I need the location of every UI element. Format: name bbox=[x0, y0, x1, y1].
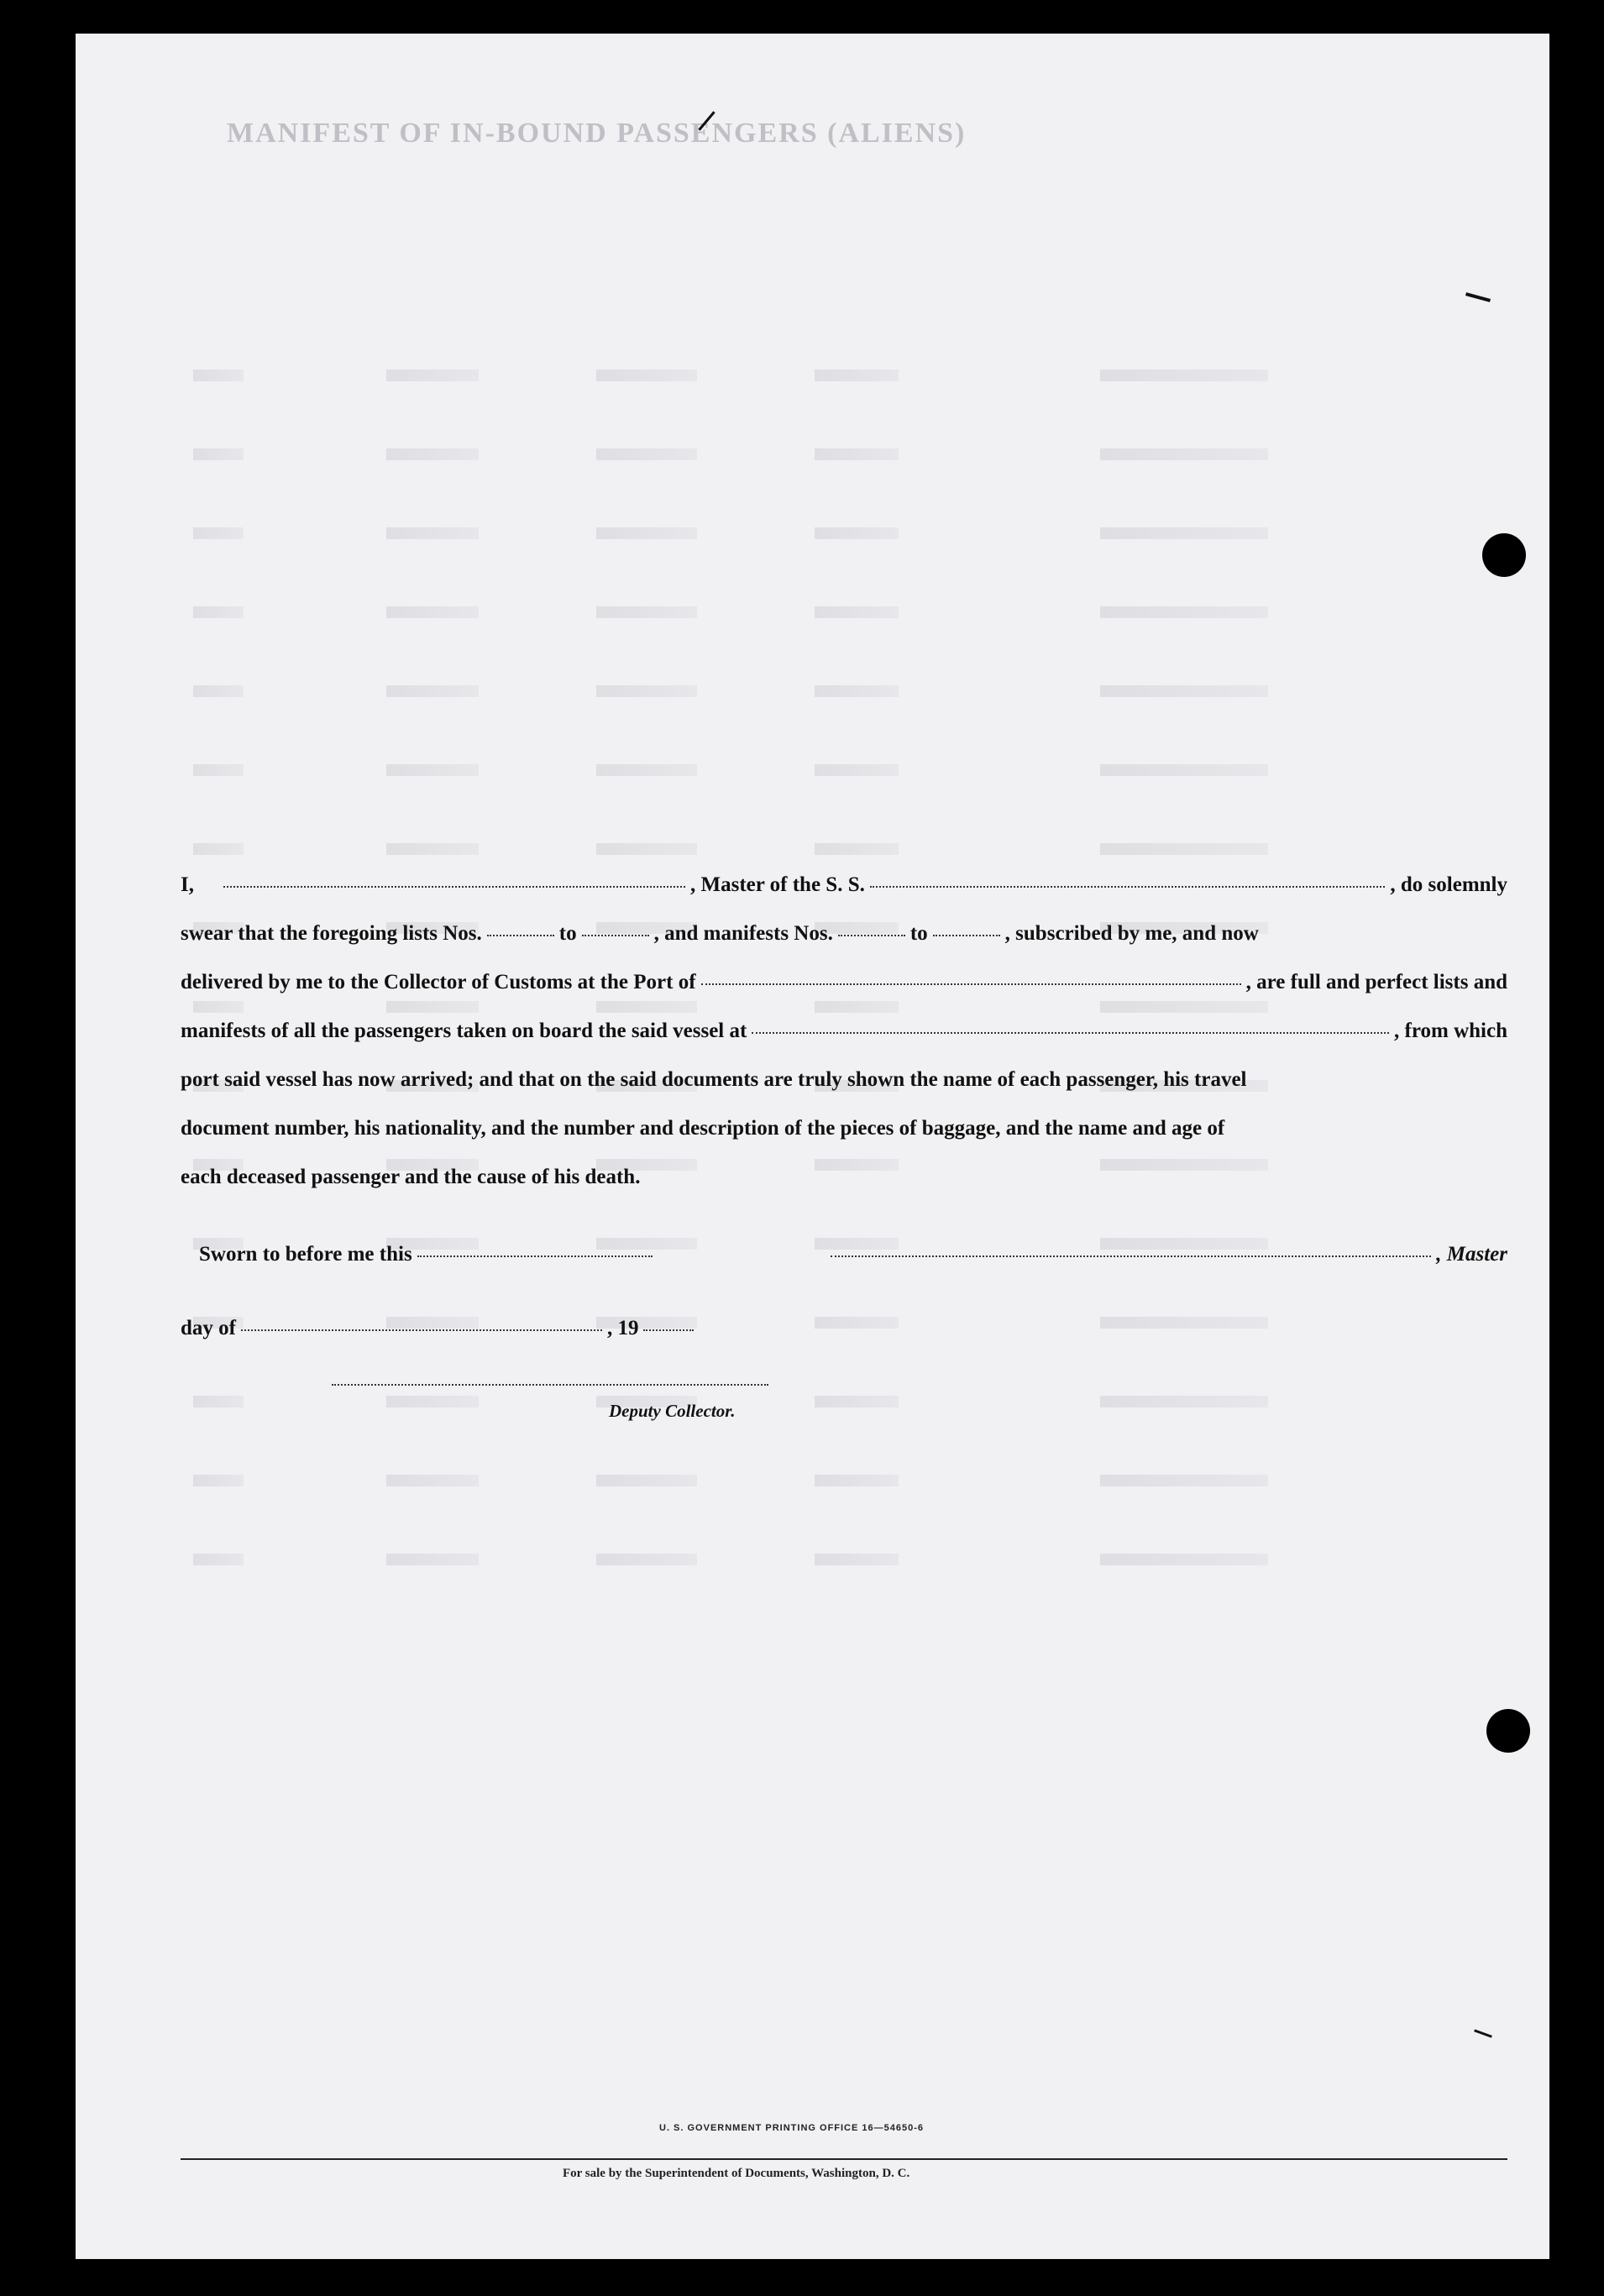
punch-hole-icon bbox=[1486, 1709, 1530, 1753]
bleed-through-mark bbox=[815, 1317, 899, 1329]
sworn-date-field[interactable] bbox=[417, 1255, 653, 1257]
bleed-through-mark bbox=[815, 606, 899, 618]
oath-text: delivered by me to the Collector of Customs at the Port of bbox=[181, 971, 696, 993]
oath-text: , Master of the S. S. bbox=[690, 873, 865, 896]
for-sale-note: For sale by the Superintendent of Documents, Washington, D. C. bbox=[563, 2167, 910, 2180]
deputy-signature-field[interactable] bbox=[332, 1384, 768, 1386]
bleed-through-mark bbox=[815, 1475, 899, 1486]
master-name-field[interactable] bbox=[223, 885, 685, 888]
oath-line-4 bbox=[181, 1020, 1507, 1043]
master-signature-field[interactable] bbox=[831, 1255, 1432, 1257]
bleed-through-mark bbox=[1100, 685, 1268, 697]
oath-line-2 bbox=[181, 922, 1507, 946]
stray-mark bbox=[1465, 292, 1491, 302]
oath-line-6 bbox=[181, 1117, 1507, 1140]
bleed-through-mark bbox=[596, 1001, 697, 1013]
year-label: , 19 bbox=[606, 1317, 639, 1339]
printing-office-note: U. S. GOVERNMENT PRINTING OFFICE 16—54650-6 bbox=[659, 2123, 925, 2133]
bleed-through-mark bbox=[596, 1475, 697, 1486]
oath-text: to bbox=[558, 922, 577, 945]
bleed-through-mark bbox=[193, 1475, 244, 1486]
stray-mark bbox=[1474, 2029, 1492, 2037]
bleed-through-mark bbox=[596, 764, 697, 776]
bleed-through-mark bbox=[386, 606, 479, 618]
oath-text: each deceased passenger and the cause of his death. bbox=[181, 1166, 641, 1188]
oath-text: manifests of all the passengers taken on board the said vessel at bbox=[181, 1020, 747, 1042]
manifest-no-from-field[interactable] bbox=[838, 934, 905, 936]
bleed-through-mark bbox=[386, 1475, 479, 1486]
manifest-page bbox=[76, 34, 1549, 2259]
punch-hole-icon bbox=[1482, 533, 1526, 577]
bleed-through-mark bbox=[596, 370, 697, 381]
oath-text: , subscribed by me, and now bbox=[1004, 922, 1259, 945]
bleed-through-mark bbox=[1100, 1396, 1268, 1407]
manifest-no-to-field[interactable] bbox=[933, 934, 1000, 936]
bleed-through-mark bbox=[1100, 606, 1268, 618]
oath-text: , from which bbox=[1394, 1020, 1507, 1042]
bleed-through-mark bbox=[1100, 370, 1268, 381]
oath-text: , and manifests Nos. bbox=[653, 922, 833, 945]
vessel-name-field[interactable] bbox=[870, 885, 1386, 888]
bleed-through-mark bbox=[193, 764, 244, 776]
bleed-through-mark bbox=[193, 606, 244, 618]
oath-text: I, bbox=[181, 873, 194, 896]
bleed-through-mark bbox=[596, 448, 697, 460]
oath-line-5 bbox=[181, 1068, 1507, 1092]
bleed-through-mark bbox=[193, 527, 244, 539]
bleed-through-text bbox=[126, 160, 131, 181]
bleed-through-mark bbox=[815, 1554, 899, 1565]
bleed-through-mark bbox=[815, 1001, 899, 1013]
oath-text: port said vessel has now arrived; and that on the said documents are truly shown the name of each passenger, his travel bbox=[181, 1068, 1247, 1091]
sworn-line bbox=[199, 1243, 1507, 1266]
bleed-through-mark bbox=[193, 1001, 244, 1013]
oath-line-7 bbox=[181, 1166, 1507, 1189]
bleed-through-mark bbox=[193, 1554, 244, 1565]
bleed-through-mark bbox=[1100, 1001, 1268, 1013]
port-of-departure-field[interactable] bbox=[752, 1031, 1389, 1034]
bleed-through-mark bbox=[815, 764, 899, 776]
bleed-through-mark bbox=[386, 843, 479, 855]
footer-rule bbox=[181, 2158, 1507, 2160]
oath-line-3 bbox=[181, 971, 1507, 994]
master-label: , Master bbox=[1436, 1243, 1507, 1266]
bleed-through-mark bbox=[1100, 764, 1268, 776]
bleed-through-mark bbox=[815, 843, 899, 855]
bleed-through-mark bbox=[596, 843, 697, 855]
oath-text: document number, his nationality, and the number and description of the pieces of baggage, and the name and age of bbox=[181, 1117, 1225, 1140]
bleed-through-mark bbox=[386, 764, 479, 776]
oath-text: , are full and perfect lists and bbox=[1245, 971, 1507, 993]
list-no-from-field[interactable] bbox=[487, 934, 554, 936]
bleed-through-mark bbox=[596, 685, 697, 697]
bleed-through-mark bbox=[386, 1396, 479, 1407]
bleed-through-mark bbox=[193, 370, 244, 381]
oath-text: , do solemnly bbox=[1390, 873, 1507, 896]
bleed-through-mark bbox=[193, 685, 244, 697]
bleed-through-mark bbox=[815, 1396, 899, 1407]
bleed-through-mark bbox=[193, 448, 244, 460]
oath-text: swear that the foregoing lists Nos. bbox=[181, 922, 482, 945]
bleed-through-mark bbox=[386, 685, 479, 697]
bleed-through-mark bbox=[193, 843, 244, 855]
day-of-label: day of bbox=[181, 1317, 236, 1339]
list-no-to-field[interactable] bbox=[582, 934, 649, 936]
day-of-line bbox=[181, 1317, 768, 1340]
bleed-through-mark bbox=[1100, 448, 1268, 460]
oath-line-1 bbox=[181, 873, 1507, 897]
bleed-through-mark bbox=[1100, 527, 1268, 539]
bleed-through-mark bbox=[386, 527, 479, 539]
bleed-through-mark bbox=[596, 527, 697, 539]
port-of-arrival-field[interactable] bbox=[701, 983, 1241, 985]
bleed-through-mark bbox=[193, 1396, 244, 1407]
day-of-field[interactable] bbox=[241, 1329, 602, 1331]
bleed-through-mark bbox=[1100, 1475, 1268, 1486]
deputy-collector-label: Deputy Collector. bbox=[609, 1401, 736, 1421]
bleed-through-mark bbox=[1100, 1317, 1268, 1329]
bleed-through-mark bbox=[596, 1554, 697, 1565]
bleed-through-title: MANIFEST OF IN-BOUND PASSENGERS (ALIENS) bbox=[227, 118, 967, 149]
bleed-through-mark bbox=[596, 606, 697, 618]
bleed-through-mark bbox=[386, 1001, 479, 1013]
year-field[interactable] bbox=[643, 1329, 694, 1331]
bleed-through-mark bbox=[386, 448, 479, 460]
bleed-through-mark bbox=[815, 685, 899, 697]
bleed-through-mark bbox=[815, 527, 899, 539]
bleed-through-mark bbox=[1100, 1554, 1268, 1565]
bleed-through-mark bbox=[815, 448, 899, 460]
sworn-label: Sworn to before me this bbox=[199, 1243, 412, 1266]
bleed-through-mark bbox=[386, 1554, 479, 1565]
bleed-through-mark bbox=[815, 370, 899, 381]
bleed-through-mark bbox=[386, 370, 479, 381]
oath-text: to bbox=[909, 922, 928, 945]
bleed-through-mark bbox=[1100, 843, 1268, 855]
